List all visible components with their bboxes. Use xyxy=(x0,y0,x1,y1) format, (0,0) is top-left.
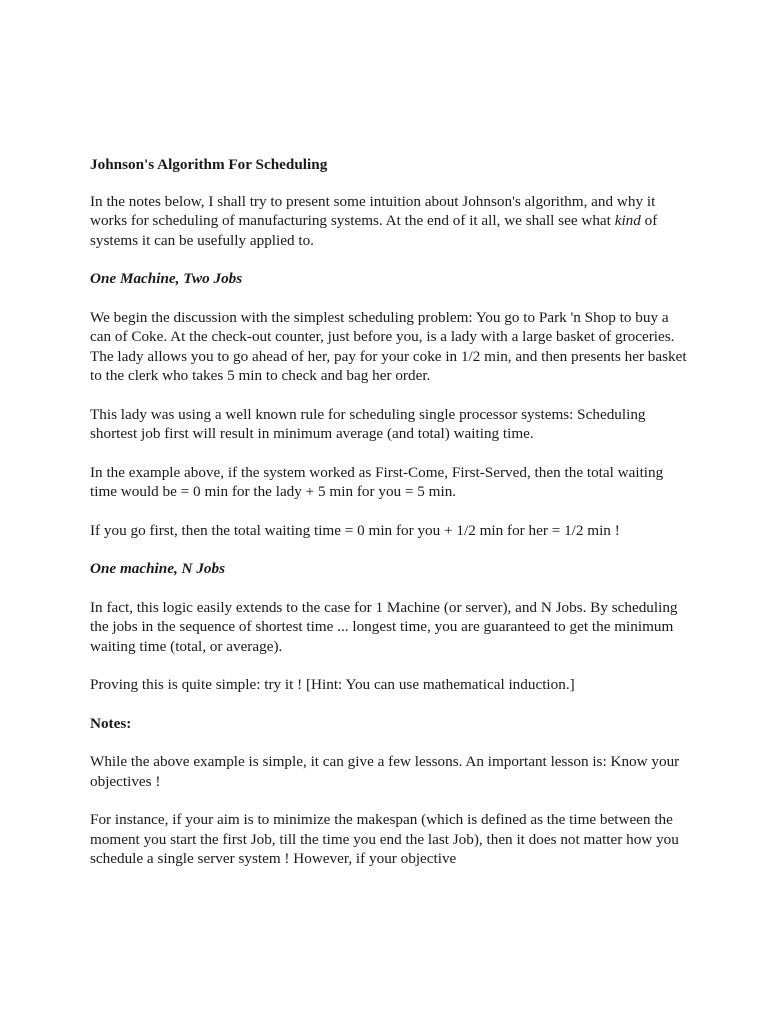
section2-paragraph-1: In fact, this logic easily extends to the case for 1 Machine (or server), and N Jobs. By scheduling the jobs in the sequence of shortest time ... longest time, you are guaranteed to get the minimum waiting time (total, or average). xyxy=(90,598,678,655)
intro-paragraph xyxy=(90,192,690,251)
section2-paragraph-2: Proving this is quite simple: try it ! [Hint: You can use mathematical induction.] xyxy=(90,676,575,693)
section-heading-one-machine-two-jobs: One Machine, Two Jobs xyxy=(90,270,243,287)
section1-paragraph-3: In the example above, if the system worked as First-Come, First-Served, then the total waiting time would be = 0 min for the lady + 5 min for you = 5 min. xyxy=(90,463,664,500)
intro-text-end: of systems it can be usefully applied to. xyxy=(90,212,658,249)
notes-paragraph-2: For instance, if your aim is to minimize the makespan (which is defined as the time between the moment you start the first Job, till the time you end the last Job), then it does not matter how you schedule a single server system ! However, if your objective xyxy=(90,811,679,867)
section1-paragraph-2: This lady was using a well known rule for scheduling single processor systems: Scheduling shortest job first will result in minimum average (and total) waiting time. xyxy=(90,405,646,442)
section1-paragraph-4: If you go first, then the total waiting time = 0 min for you + 1/2 min for her = 1/2 min ! xyxy=(90,521,620,539)
section-heading-one-machine-n-jobs: One machine, N Jobs xyxy=(90,560,226,577)
section1-paragraph-1: We begin the discussion with the simplest scheduling problem: You go to Park 'n Shop to buy a can of Coke. At the check-out counter, just before you, is a lady with a large basket of groceries. The lady allows you to go ahead of her, pay for your coke in 1/2 min, and then presents her basket to the clerk who takes 5 min to check and bag her order. xyxy=(90,308,687,384)
intro-text-start: In the notes below, I shall try to present some intuition about Johnson's algorithm, and why it works for scheduling of manufacturing systems. At the end of it all, we shall see what xyxy=(90,192,656,229)
notes-heading: Notes: xyxy=(90,714,132,732)
intro-emphasis: kind xyxy=(614,212,641,229)
document-title: Johnson's Algorithm For Scheduling xyxy=(90,156,328,173)
document-page xyxy=(90,155,690,888)
notes-paragraph-1: While the above example is simple, it can give a few lessons. An important lesson is: Know your objectives ! xyxy=(90,753,680,790)
